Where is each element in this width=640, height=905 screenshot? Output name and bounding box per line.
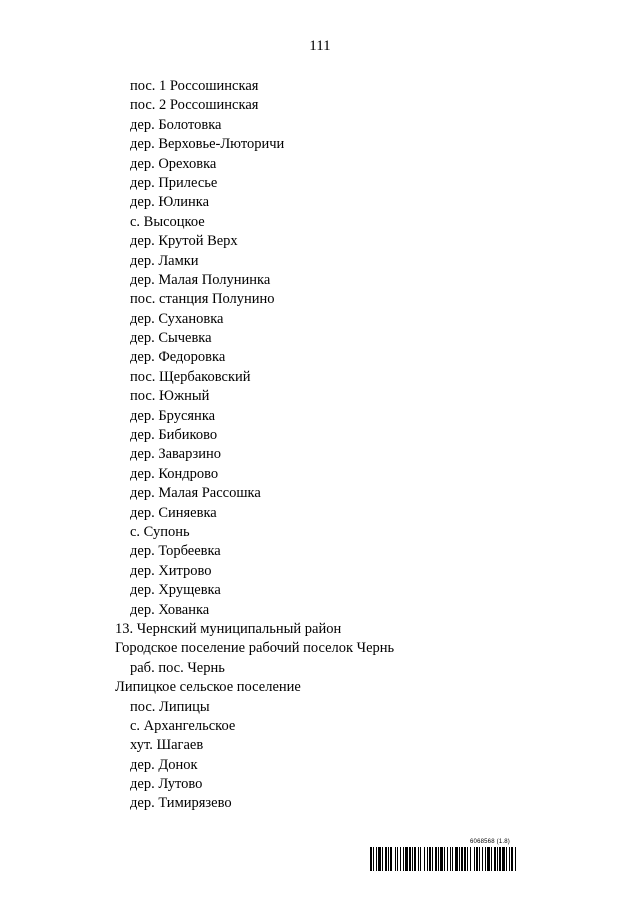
list-heading: Липицкое сельское поселение — [115, 679, 301, 696]
list-item: пос. 1 Россошинская — [130, 78, 259, 94]
list-item: дер. Юлинка — [130, 194, 210, 211]
list-item: с. Архангельское — [130, 717, 236, 734]
list-item: дер. Тимирязево — [130, 795, 232, 812]
list-item: дер. Торбеевка — [130, 543, 221, 560]
list-item: дер. Малая Рассошка — [130, 485, 261, 502]
list-item: пос. Липицы — [130, 698, 210, 715]
settlement-list — [0, 77, 640, 814]
list-heading: Городское поселение рабочий поселок Чернь — [115, 640, 395, 657]
barcode — [370, 847, 594, 871]
list-item: дер. Донок — [130, 756, 198, 773]
list-item: дер. Прилесье — [130, 174, 218, 191]
list-item: дер. Заварзино — [130, 446, 222, 463]
list-item: пос. 2 Россошинская — [130, 97, 259, 114]
list-item: пос. Южный — [130, 388, 210, 405]
list-item: дер. Крутой Верх — [130, 233, 238, 250]
page-number: 111 — [309, 38, 331, 54]
list-item: дер. Болотовка — [130, 116, 222, 133]
list-heading: 13. Чернский муниципальный район — [115, 620, 342, 637]
list-item: дер. Синяевка — [130, 504, 217, 521]
document-code: 6068568 (1.8) — [470, 839, 510, 845]
list-item: дер. Ореховка — [130, 155, 217, 172]
list-item: дер. Хованка — [130, 601, 210, 618]
list-item: дер. Федоровка — [130, 349, 226, 366]
list-item: хут. Шагаев — [130, 737, 204, 754]
list-item: дер. Лутово — [130, 776, 203, 793]
list-item: дер. Хитрово — [130, 562, 212, 579]
list-item: дер. Хрущевка — [130, 582, 221, 599]
list-item: дер. Верховье-Люторичи — [130, 136, 285, 153]
list-item: дер. Брусянка — [130, 407, 216, 424]
list-item: дер. Малая Полунинка — [130, 271, 271, 288]
list-item: дер. Бибиково — [130, 427, 218, 444]
list-item: дер. Кондрово — [130, 465, 219, 482]
list-item: дер. Сухановка — [130, 310, 224, 327]
list-item: пос. Щербаковский — [130, 368, 251, 385]
list-item: с. Супонь — [130, 523, 190, 540]
list-item: дер. Ламки — [130, 252, 199, 269]
list-item: дер. Сычевка — [130, 330, 212, 347]
list-item: с. Высоцкое — [130, 213, 205, 230]
list-item: раб. пос. Чернь — [130, 659, 225, 676]
list-item: пос. станция Полунино — [130, 291, 275, 308]
